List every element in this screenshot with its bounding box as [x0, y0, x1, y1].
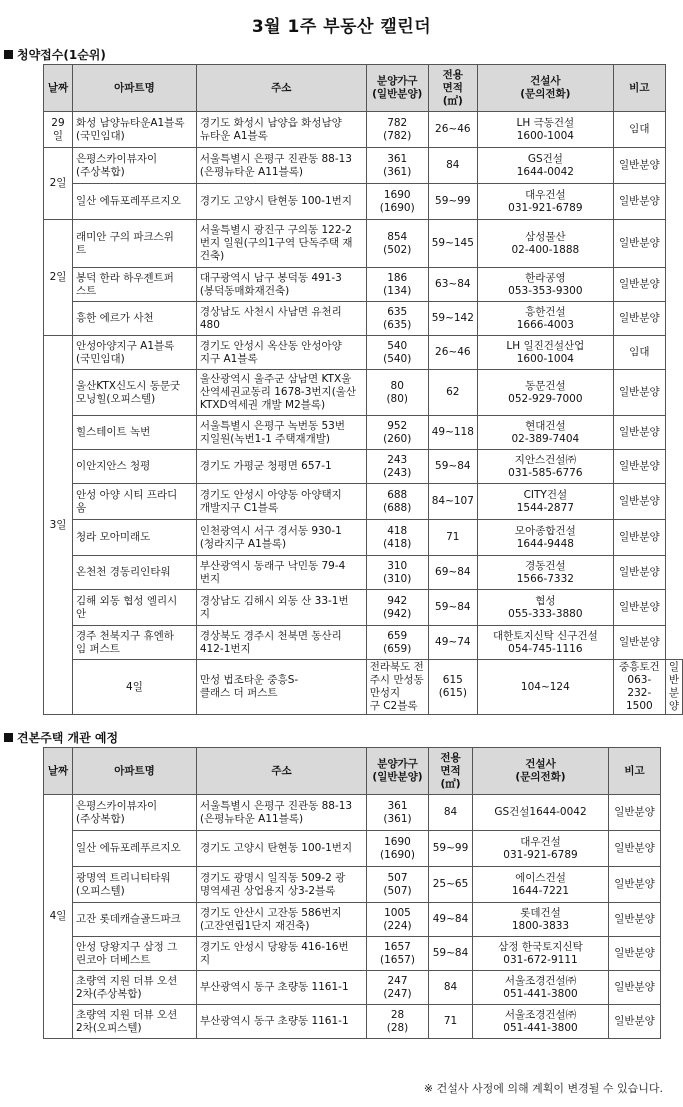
cell-area: 59~145	[428, 220, 477, 268]
table-row	[44, 590, 683, 626]
table-row	[44, 660, 683, 715]
header-address: 주소	[197, 748, 367, 795]
table-row	[44, 520, 683, 556]
cell-note: 일반분양	[613, 556, 665, 590]
header-note: 비고	[609, 748, 661, 795]
table-row	[44, 112, 683, 148]
cell-area: 59~84	[428, 590, 477, 626]
modelhouse-table	[43, 747, 661, 1039]
cell-address: 서울특별시 은평구 진관동 88-13 (은평뉴타운 A11블록)	[196, 148, 366, 184]
cell-builder: 협성 055-333-3880	[477, 590, 613, 626]
cell-note: 일반분양	[613, 148, 665, 184]
header-builder: 건설사 (문의전화)	[477, 65, 613, 112]
cell-area: 69~84	[428, 556, 477, 590]
cell-note: 일반분양	[613, 484, 665, 520]
table-row	[44, 184, 683, 220]
cell-address: 부산광역시 동구 초량동 1161-1	[197, 971, 367, 1005]
cell-area: 26~46	[428, 336, 477, 370]
cell-builder: 한라공영 053-353-9300	[477, 268, 613, 302]
cell-units: 942 (942)	[366, 590, 428, 626]
cell-address: 울산광역시 울주군 삼남면 KTX울 산역세권교동리 1678-3번지(울산 KTXD역세권 개발 M2블록)	[196, 370, 366, 416]
cell-units: 418 (418)	[366, 520, 428, 556]
cell-area: 62	[428, 370, 477, 416]
cell-note: 일반분양	[609, 795, 661, 831]
cell-units: 615 (615)	[428, 660, 477, 715]
cell-address: 경기도 광명시 일직동 509-2 광 명역세권 상업용지 상3-2블록	[197, 867, 367, 903]
cell-apartment: 안성아양지구 A1블록 (국민임대)	[72, 336, 196, 370]
cell-address: 경기도 고양시 탄현동 100-1번지	[197, 831, 367, 867]
cell-units: 540 (540)	[366, 336, 428, 370]
cell-note: 일반분양	[609, 831, 661, 867]
table-row	[44, 556, 683, 590]
cell-units: 688 (688)	[366, 484, 428, 520]
cell-builder: CITY건설 1544-2877	[477, 484, 613, 520]
cell-units: 635 (635)	[366, 302, 428, 336]
cell-apartment: 은평스카이뷰자이 (주상복합)	[73, 795, 197, 831]
cell-area: 49~84	[429, 903, 473, 937]
cell-area: 84	[428, 148, 477, 184]
cell-builder: 삼성물산 02-400-1888	[477, 220, 613, 268]
cell-area: 71	[428, 520, 477, 556]
cell-note: 일반분양	[613, 370, 665, 416]
cell-area: 59~142	[428, 302, 477, 336]
cell-builder: 대우건설 031-921-6789	[473, 831, 609, 867]
cell-apartment: 초량역 지원 더뷰 오션 2차(주상복합)	[73, 971, 197, 1005]
cell-builder: 에이스건설 1644-7221	[473, 867, 609, 903]
cell-note: 일반분양	[609, 937, 661, 971]
cell-area: 26~46	[428, 112, 477, 148]
section-subscription-title	[4, 44, 683, 64]
cell-apartment: 힐스테이트 녹번	[72, 416, 196, 450]
cell-note: 일반분양	[609, 971, 661, 1005]
header-apartment: 아파트명	[72, 65, 196, 112]
cell-builder: 경동건설 1566-7332	[477, 556, 613, 590]
cell-date: 29일	[44, 112, 73, 148]
cell-builder: 삼정 한국토지신탁 031-672-9111	[473, 937, 609, 971]
cell-note: 일반분양	[613, 220, 665, 268]
cell-apartment: 초량역 지원 더뷰 오션 2차(오피스텔)	[73, 1005, 197, 1039]
table-row	[44, 336, 683, 370]
cell-units: 1690 (1690)	[367, 831, 429, 867]
cell-address: 서울특별시 은평구 진관동 88-13 (은평뉴타운 A11블록)	[197, 795, 367, 831]
table-header-row	[44, 65, 683, 112]
cell-builder: 롯데건설 1800-3833	[473, 903, 609, 937]
cell-address: 경기도 화성시 남양읍 화성남양 뉴타운 A1블록	[196, 112, 366, 148]
cell-note: 일반분양	[613, 184, 665, 220]
square-bullet-icon	[4, 733, 13, 742]
cell-apartment: 화성 남양뉴타운A1블록 (국민임대)	[72, 112, 196, 148]
cell-area: 59~84	[429, 937, 473, 971]
cell-address: 대구광역시 남구 봉덕동 491-3 (봉덕동매화재건축)	[196, 268, 366, 302]
cell-address: 경상남도 김해시 외동 산 33-1번 지	[196, 590, 366, 626]
table-row	[44, 626, 683, 660]
cell-note: 일반분양	[609, 1005, 661, 1039]
cell-area: 84~107	[428, 484, 477, 520]
cell-address: 경기도 고양시 탄현동 100-1번지	[196, 184, 366, 220]
cell-units: 361 (361)	[367, 795, 429, 831]
cell-apartment: 광명역 트리니티타워 (오피스텔)	[73, 867, 197, 903]
header-apartment: 아파트명	[73, 748, 197, 795]
cell-apartment: 봉덕 한라 하우젠트퍼 스트	[72, 268, 196, 302]
footnote: ※ 건설사 사정에 의해 계획이 변경될 수 있습니다.	[423, 1082, 663, 1095]
cell-note: 일반분양	[613, 520, 665, 556]
cell-builder: 현대건설 02-389-7404	[477, 416, 613, 450]
table-row	[44, 795, 661, 831]
cell-date: 2일	[44, 148, 73, 220]
cell-apartment: 안성 당왕지구 삼정 그 린코아 더베스트	[73, 937, 197, 971]
cell-units: 310 (310)	[366, 556, 428, 590]
table-row	[44, 831, 661, 867]
cell-apartment: 래미안 구의 파크스위 트	[72, 220, 196, 268]
cell-note: 일반분양	[613, 626, 665, 660]
cell-units: 952 (260)	[366, 416, 428, 450]
cell-area: 59~99	[428, 184, 477, 220]
cell-apartment: 일산 에듀포레푸르지오	[73, 831, 197, 867]
cell-note: 일반분양	[613, 302, 665, 336]
cell-date: 4일	[72, 660, 196, 715]
cell-builder: 대한토지신탁 신구건설 054-745-1116	[477, 626, 613, 660]
table-row	[44, 220, 683, 268]
cell-area: 25~65	[429, 867, 473, 903]
cell-area: 104~124	[477, 660, 613, 715]
cell-units: 782 (782)	[366, 112, 428, 148]
page-title: 3월 1주 부동산 캘린더	[251, 17, 432, 37]
header-area: 전용 면적 (㎡)	[428, 65, 477, 112]
table-row	[44, 1005, 661, 1039]
cell-builder: 서울조경건설㈜ 051-441-3800	[473, 1005, 609, 1039]
table-row	[44, 148, 683, 184]
cell-units: 247 (247)	[367, 971, 429, 1005]
cell-address: 경기도 안성시 당왕동 416-16번 지	[197, 937, 367, 971]
table-row	[44, 268, 683, 302]
cell-apartment: 김해 외동 협성 엘리시 안	[72, 590, 196, 626]
cell-area: 71	[429, 1005, 473, 1039]
cell-apartment: 만성 법조타운 중흥S- 클래스 더 퍼스트	[196, 660, 366, 715]
cell-units: 1005 (224)	[367, 903, 429, 937]
cell-address: 경상북도 경주시 천북면 동산리 412-1번지	[196, 626, 366, 660]
cell-units: 1690 (1690)	[366, 184, 428, 220]
header-units: 분양가구 (일반분양)	[367, 748, 429, 795]
cell-address: 경기도 안성시 옥산동 안성아양 지구 A1블록	[196, 336, 366, 370]
cell-note: 일반분양	[613, 268, 665, 302]
cell-apartment: 울산KTX신도시 동문굿 모닝힐(오피스텔)	[72, 370, 196, 416]
header-area: 전용 면적 (㎡)	[429, 748, 473, 795]
cell-apartment: 청라 모아미래도	[72, 520, 196, 556]
table-row	[44, 971, 661, 1005]
header-address: 주소	[196, 65, 366, 112]
cell-apartment: 일산 에듀포레푸르지오	[72, 184, 196, 220]
cell-apartment: 온천천 경동리인타워	[72, 556, 196, 590]
cell-note: 임대	[613, 336, 665, 370]
cell-units: 361 (361)	[366, 148, 428, 184]
section-subscription-label: 청약접수(1순위)	[17, 47, 106, 62]
cell-builder: GS건설1644-0042	[473, 795, 609, 831]
table-row	[44, 302, 683, 336]
table-row	[44, 937, 661, 971]
cell-area: 59~84	[428, 450, 477, 484]
cell-area: 49~118	[428, 416, 477, 450]
cell-apartment: 흥한 에르가 사천	[72, 302, 196, 336]
table-row	[44, 416, 683, 450]
header-builder: 건설사 (문의전화)	[473, 748, 609, 795]
cell-builder: 중흥토건 063-232-1500	[613, 660, 665, 715]
cell-address: 경기도 안성시 아양동 아양택지 개발지구 C1블록	[196, 484, 366, 520]
cell-apartment: 경주 천북지구 휴엔하 임 퍼스트	[72, 626, 196, 660]
cell-note: 일반분양	[609, 903, 661, 937]
cell-units: 80 (80)	[366, 370, 428, 416]
cell-address: 경상남도 사천시 사남면 유천리 480	[196, 302, 366, 336]
cell-area: 63~84	[428, 268, 477, 302]
cell-units: 186 (134)	[366, 268, 428, 302]
cell-builder: 흥한건설 1666-4003	[477, 302, 613, 336]
cell-area: 84	[429, 795, 473, 831]
header-units: 분양가구 (일반분양)	[366, 65, 428, 112]
section-modelhouse-title	[4, 727, 683, 747]
cell-note: 일반분양	[609, 867, 661, 903]
cell-address: 경기도 가평군 청평면 657-1	[196, 450, 366, 484]
cell-builder: 동문건설 052-929-7000	[477, 370, 613, 416]
cell-note: 일반분양	[613, 590, 665, 626]
cell-units: 28 (28)	[367, 1005, 429, 1039]
cell-date: 3일	[44, 336, 73, 715]
cell-builder: LH 극동건설 1600-1004	[477, 112, 613, 148]
cell-note: 일반분양	[613, 416, 665, 450]
cell-address: 인천광역시 서구 경서동 930-1 (청라지구 A1블록)	[196, 520, 366, 556]
cell-builder: LH 일진건설산업 1600-1004	[477, 336, 613, 370]
cell-apartment: 은평스카이뷰자이 (주상복합)	[72, 148, 196, 184]
cell-apartment: 안성 아양 시티 프라디 움	[72, 484, 196, 520]
cell-apartment: 고잔 롯데캐슬골드파크	[73, 903, 197, 937]
cell-address: 서울특별시 은평구 녹번동 53번 지일원(녹번1-1 주택재개발)	[196, 416, 366, 450]
cell-builder: 지안스건설㈜ 031-585-6776	[477, 450, 613, 484]
cell-area: 84	[429, 971, 473, 1005]
table-row	[44, 450, 683, 484]
cell-area: 59~99	[429, 831, 473, 867]
cell-units: 1657 (1657)	[367, 937, 429, 971]
table-row	[44, 903, 661, 937]
cell-date: 2일	[44, 220, 73, 336]
subscription-table	[43, 64, 683, 715]
cell-area: 49~74	[428, 626, 477, 660]
table-row	[44, 370, 683, 416]
cell-builder: GS건설 1644-0042	[477, 148, 613, 184]
table-row	[44, 484, 683, 520]
cell-address: 경기도 안산시 고잔동 586번지 (고잔연립1단지 재건축)	[197, 903, 367, 937]
cell-units: 507 (507)	[367, 867, 429, 903]
cell-note: 임대	[613, 112, 665, 148]
cell-builder: 모아종합건설 1644-9448	[477, 520, 613, 556]
cell-units: 243 (243)	[366, 450, 428, 484]
cell-builder: 대우건설 031-921-6789	[477, 184, 613, 220]
cell-note: 일반분양	[613, 450, 665, 484]
cell-address: 부산광역시 동구 초량동 1161-1	[197, 1005, 367, 1039]
cell-units: 854 (502)	[366, 220, 428, 268]
cell-units: 659 (659)	[366, 626, 428, 660]
cell-note: 일반분양	[665, 660, 682, 715]
table-header-row	[44, 748, 661, 795]
cell-address: 전라북도 전주시 만성동 만성지 구 C2블록	[366, 660, 428, 715]
table-row	[44, 867, 661, 903]
cell-address: 서울특별시 광진구 구의동 122-2 번지 일원(구의1구역 단독주택 재 건축)	[196, 220, 366, 268]
square-bullet-icon	[4, 50, 13, 59]
cell-date: 4일	[44, 795, 73, 1039]
header-note: 비고	[613, 65, 665, 112]
cell-address: 부산광역시 동래구 낙민동 79-4 번지	[196, 556, 366, 590]
header-date: 날짜	[44, 65, 73, 112]
cell-builder: 서울조경건설㈜ 051-441-3800	[473, 971, 609, 1005]
header-date: 날짜	[44, 748, 73, 795]
section-modelhouse-label: 견본주택 개관 예정	[17, 730, 119, 745]
cell-apartment: 이안지안스 청평	[72, 450, 196, 484]
